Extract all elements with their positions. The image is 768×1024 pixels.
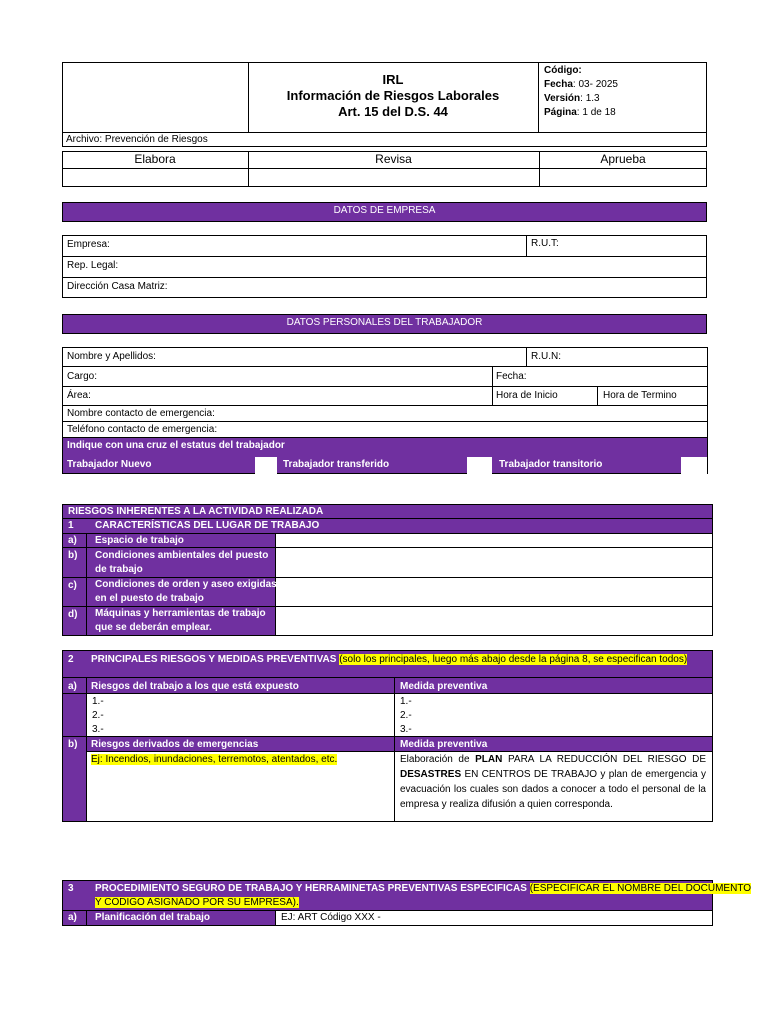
fecha-trabajador-label: Fecha:: [496, 371, 527, 382]
desc-plan: PLAN: [475, 754, 503, 765]
doc-meta: [544, 64, 618, 120]
emergencias-example: Ej: Incendios, inundaciones, terremotos, atentados, etc.: [91, 754, 338, 765]
desc-desastres: DESASTRES: [400, 769, 462, 780]
desc-part-3: EN CENTROS DE TRABAJO y plan de emergencia y evacuación los cuales son dados a conocer a todo el personal de la empresa y realiza difusión a quien corresponda.: [400, 769, 706, 810]
pagina-value: : 1 de 18: [576, 107, 616, 118]
section3-title: PROCEDIMIENTO SEGURO DE TRABAJO Y HERRAMINETAS PREVENTIVAS ESPECIFICAS: [95, 883, 530, 894]
section1-title: CARACTERÍSTICAS DEL LUGAR DE TRABAJO: [95, 520, 320, 531]
section3-a-value[interactable]: EJ: ART Código XXX -: [281, 912, 381, 923]
row-b-line1: Condiciones ambientales del puesto: [95, 550, 269, 561]
section3-a-label: Planificación del trabajo: [95, 912, 211, 923]
desc-part-2: PARA LA REDUCCIÓN DEL RIESGO DE: [502, 754, 706, 765]
row-c-line1: Condiciones de orden y aseo exigidas: [95, 579, 277, 590]
row-a-label: Espacio de trabajo: [95, 535, 184, 546]
row-b-label: [95, 549, 268, 577]
trabajador-transferido-label: Trabajador transferido: [283, 459, 390, 470]
riesgos-list[interactable]: [92, 695, 104, 737]
row-b-input[interactable]: [276, 548, 712, 577]
row-a-letter: a): [68, 535, 77, 546]
aprueba-header: Aprueba: [600, 152, 646, 166]
trabajador-transferido-checkbox[interactable]: [467, 457, 492, 474]
fecha-value: : 03- 2025: [572, 79, 618, 90]
section3-note-2: Y CODIGO ASIGNADO POR SU EMPRESA).: [95, 897, 299, 908]
riesgos-title: RIESGOS INHERENTES A LA ACTIVIDAD REALIZADA: [62, 504, 713, 519]
row-d-letter: d): [68, 609, 78, 620]
trabajador-nuevo-checkbox[interactable]: [255, 457, 277, 474]
section2-b-col2: Medida preventiva: [400, 739, 488, 750]
telefono-label: Teléfono contacto de emergencia:: [67, 424, 218, 435]
row-d-line2: que se deberán emplear.: [95, 622, 212, 633]
section2-note: (solo los principales, luego más abajo desde la página 8, se especifican todos): [339, 654, 688, 665]
doc-title: [248, 72, 538, 120]
revisa-header: Revisa: [375, 152, 412, 166]
row-c-input[interactable]: [276, 578, 712, 606]
cargo-label: Cargo:: [67, 371, 98, 382]
section-datos-trabajador: DATOS PERSONALES DEL TRABAJADOR: [62, 314, 707, 334]
riesgo-item-3[interactable]: 3.-: [92, 724, 104, 735]
section3-title-block: [95, 882, 752, 910]
contacto-label: Nombre contacto de emergencia:: [67, 408, 215, 419]
row-c-line2: en el puesto de trabajo: [95, 593, 204, 604]
section2-b-description: [400, 752, 706, 812]
section2-title: PRINCIPALES RIESGOS Y MEDIDAS PREVENTIVAS: [91, 654, 337, 665]
elabora-header: Elabora: [134, 152, 176, 166]
direccion-label: Dirección Casa Matriz:: [67, 281, 168, 292]
desc-part-1: Elaboración de: [400, 754, 476, 765]
hora-termino-label: Hora de Termino: [603, 390, 677, 401]
codigo-label: Código:: [544, 65, 582, 76]
version-value: : 1.3: [580, 93, 600, 104]
nombre-label: Nombre y Apellidos:: [67, 351, 156, 362]
row-c-label: [95, 578, 277, 606]
run-label: R.U.N:: [531, 351, 561, 362]
elabora-field[interactable]: [63, 169, 247, 186]
row-d-input[interactable]: [276, 607, 712, 635]
row-c-letter: c): [68, 580, 77, 591]
fecha-label: Fecha: [544, 79, 573, 90]
row-b-letter: b): [68, 550, 78, 561]
medida-item-3[interactable]: 3.-: [400, 724, 412, 735]
area-label: Área:: [67, 390, 91, 401]
section2-b-col1: Riesgos derivados de emergencias: [91, 739, 259, 750]
revisa-field[interactable]: [249, 169, 538, 186]
medidas-list[interactable]: [400, 695, 412, 737]
medida-item-1[interactable]: 1.-: [400, 696, 412, 707]
section2-a-letter: a): [68, 681, 77, 692]
riesgo-item-1[interactable]: 1.-: [92, 696, 104, 707]
archivo-label: Archivo: Prevención de Riesgos: [66, 134, 208, 145]
aprueba-field[interactable]: [540, 169, 706, 186]
row-d-line1: Máquinas y herramientas de trabajo: [95, 608, 266, 619]
section2-b-letter: b): [68, 739, 78, 750]
section2-b-example: [91, 754, 337, 766]
rep-legal-label: Rep. Legal:: [67, 260, 119, 271]
riesgo-item-2[interactable]: 2.-: [92, 710, 104, 721]
version-label: Versión: [544, 93, 581, 104]
section3-a-letter: a): [68, 912, 77, 923]
empresa-label: Empresa:: [67, 239, 110, 250]
section-datos-empresa: DATOS DE EMPRESA: [62, 202, 707, 222]
trabajador-transitorio-label: Trabajador transitorio: [499, 459, 603, 470]
doc-title-line2: Información de Riesgos Laborales: [286, 88, 500, 103]
section2-num: 2: [68, 654, 74, 665]
row-b-line2: de trabajo: [95, 564, 143, 575]
hora-inicio-label: Hora de Inicio: [496, 390, 558, 401]
trabajador-nuevo-label: Trabajador Nuevo: [67, 459, 152, 470]
section2-a-col2: Medida preventiva: [400, 681, 488, 692]
section2-a-col1: Riesgos del trabajo a los que está expuesto: [91, 681, 299, 692]
section3-note-1: (ESPECIFICAR EL NOMBRE DEL DOCUMENTO: [529, 883, 752, 894]
doc-title-line3: Art. 15 del D.S. 44: [338, 104, 448, 119]
section1-num: 1: [68, 520, 74, 531]
row-d-label: [95, 607, 266, 635]
trabajador-transitorio-checkbox[interactable]: [681, 457, 707, 474]
rut-label: R.U.T:: [531, 238, 559, 249]
section2-title-line: [91, 654, 687, 666]
estatus-label: Indique con una cruz el estatus del trabajador: [67, 440, 285, 451]
pagina-label: Página: [544, 107, 577, 118]
medida-item-2[interactable]: 2.-: [400, 710, 412, 721]
section3-num: 3: [68, 883, 74, 894]
doc-title-line1: IRL: [382, 72, 404, 87]
row-a-input[interactable]: [276, 534, 712, 547]
